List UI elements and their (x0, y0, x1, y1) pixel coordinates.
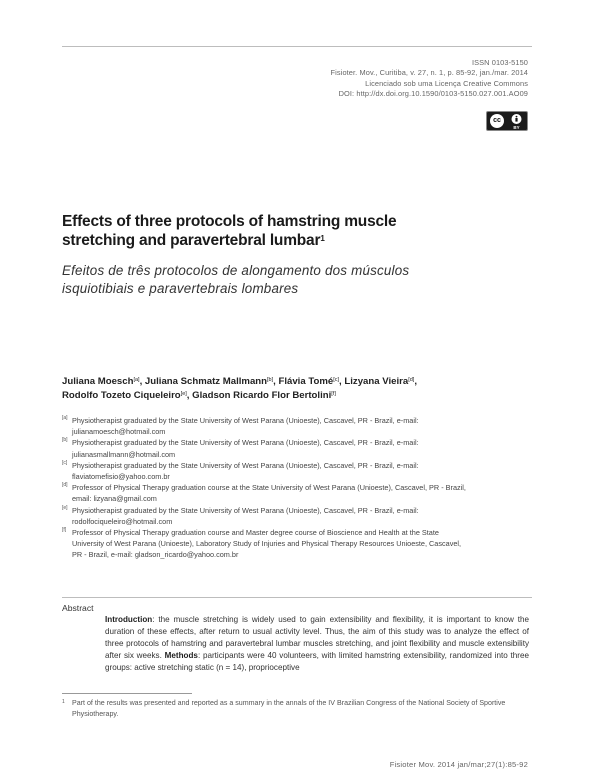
affiliation-email: PR - Brazil, e-mail: gladson_ricardo@yahoo.com.br (72, 550, 239, 560)
author-name: Juliana Schmatz Mallmann (144, 376, 268, 387)
affiliation-line: Physiotherapist graduated by the State University of West Parana (Unioeste), Cascavel, PR - Brazil, e-mail: (72, 460, 419, 470)
author-name: Flávia Tomé (278, 376, 334, 387)
author-name: Juliana Moesch (62, 376, 134, 387)
license-text: Licenciado sob uma Licença Creative Commons (365, 78, 528, 88)
footnote (62, 698, 532, 720)
affiliation-item (62, 460, 532, 482)
header-rule (62, 46, 532, 47)
abstract-body (105, 614, 529, 674)
title-footnote-mark: 1 (320, 234, 325, 243)
affiliation-mark: [e] (62, 504, 68, 511)
affiliation-list (62, 415, 532, 561)
by-label: BY (513, 125, 520, 130)
author-mark: [b] (267, 377, 274, 383)
affiliation-item (62, 527, 532, 561)
affiliation-email: email: lizyana@gmail.com (72, 494, 157, 504)
affiliation-email: flaviatomefisio@yahoo.com.br (72, 472, 170, 482)
affiliation-mark: [d] (62, 482, 68, 489)
author-name: Rodolfo Tozeto Ciqueleiro (62, 389, 181, 401)
methods-label: Methods (164, 651, 198, 661)
article-title (62, 212, 482, 250)
author-name: Lizyana Vieira (344, 376, 409, 387)
issn: ISSN 0103-5150 (471, 58, 528, 67)
footnote-mark: 1 (62, 699, 65, 705)
subtitle-line: isquiotibiais e paravertebrais lombares (62, 281, 299, 296)
author-mark: [a] (133, 377, 140, 383)
intro-text: : the muscle stretching is widely used to gain extensibility and flexibility, it is important to know the duration of these effects, after return to usual activity level. Thus, the aim of this study was to analyze the effect of three protocols of hamstring and paravertebral lumbar muscles stretching, and joint flexibility and muscle extensibility after six weeks. (105, 615, 529, 661)
creative-commons-badge[interactable] (486, 111, 528, 131)
citation: Fisioter. Mov., Curitiba, v. 27, n. 1, p. 85-92, jan./mar. 2014 (330, 68, 528, 78)
author-mark: [d] (408, 377, 415, 383)
affiliation-line: Physiotherapist graduated by the State University of West Parana (Unioeste), Cascavel, PR - Brazil, e-mail: (72, 416, 419, 425)
affiliation-email: rodolfociqueleiro@hotmail.com (72, 516, 173, 526)
affiliation-email: julianasmallmann@hotmail.com (72, 449, 176, 459)
affiliation-item (62, 415, 532, 437)
author-list (62, 375, 542, 402)
author-separator: , (339, 376, 345, 387)
subtitle-line: Efeitos de três protocolos de alongamento dos músculos (62, 263, 410, 278)
author-mark: [e] (180, 390, 187, 397)
abstract-rule (62, 597, 532, 598)
title-line (62, 231, 482, 250)
affiliation-item (62, 505, 532, 527)
author-separator: , (414, 376, 418, 387)
footnote-text: Part of the results was presented and reported as a summary in the annals of the IV Brazilian Congress of the National Society of Sportive Physiotherapy. (72, 699, 506, 718)
article-subtitle (62, 262, 462, 298)
author-mark: [c] (333, 377, 340, 383)
author-mark: [f] (331, 390, 336, 397)
page-footer: Fisioter Mov. 2014 jan/mar;27(1):85-92 (389, 760, 528, 769)
affiliation-line: Physiotherapist graduated by the State University of West Parana (Unioeste), Cascavel, PR - Brazil, e-mail: (72, 438, 419, 448)
cc-icon: cc (490, 114, 504, 128)
affiliation-line: Professor of Physical Therapy graduation course at the State University of West Parana (Unioeste), Cascavel, PR - Brazil, (72, 483, 466, 493)
affiliation-line: Physiotherapist graduated by the State University of West Parana (Unioeste), Cascavel, PR - Brazil, e-mail: (72, 505, 419, 515)
intro-label: Introduction (105, 615, 153, 624)
header-metadata (331, 58, 528, 100)
affiliation-item (62, 482, 532, 504)
abstract-heading: Abstract (62, 603, 94, 613)
doi-link[interactable]: DOI: http://dx.doi.org.10.1590/0103-5150.027.001.AO09 (338, 89, 528, 99)
affiliation-email: julianamoesch@hotmail.com (72, 427, 166, 437)
affiliation-item (62, 437, 532, 459)
affiliation-mark: [a] (62, 415, 68, 421)
methods-text: : participants were 40 volunteers, with limited hamstring extensibility, randomized into three groups: active stretching static (n = 14), proprioceptive (105, 651, 529, 673)
affiliation-line: University of West Parana (Unioeste), Laboratory Study of Injuries and Physical Therapy Resources Unioeste, Cascavel, (72, 539, 462, 549)
affiliation-mark: [c] (62, 459, 68, 466)
author-separator: , (139, 376, 145, 387)
footnote-rule (62, 693, 192, 694)
attribution-icon (507, 113, 526, 130)
title-text: stretching and paravertebral lumbar (62, 232, 321, 249)
author-separator: , (186, 389, 193, 401)
affiliation-mark: [b] (62, 437, 68, 444)
affiliation-mark: [f] (62, 527, 67, 534)
title-line: Effects of three protocols of hamstring muscle (62, 213, 397, 230)
author-name: Gladson Ricardo Flor Bertolini (192, 389, 332, 401)
affiliation-line: Professor of Physical Therapy graduation course and Master degree course of Bioscience and Health at the State (72, 528, 439, 538)
author-separator: , (273, 376, 279, 387)
